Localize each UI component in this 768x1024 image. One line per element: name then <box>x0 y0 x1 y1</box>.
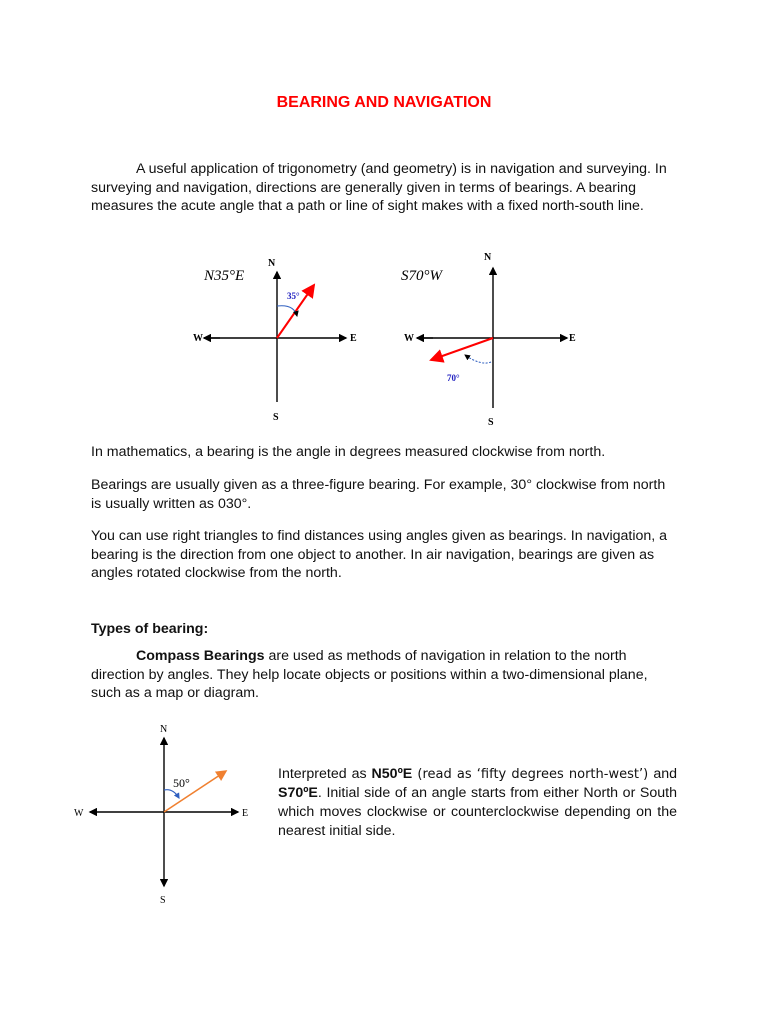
diagram-label: S70°W <box>401 268 442 284</box>
east-label: E <box>350 333 357 344</box>
west-label: W <box>74 808 84 819</box>
diagram-label: N35°E <box>204 268 245 284</box>
bearing-diagram-50 <box>70 718 260 908</box>
interp-and: and <box>653 766 677 782</box>
bearing-diagram-s70w <box>395 250 595 430</box>
angle-arc <box>465 355 491 363</box>
bearing-diagram-n35e <box>190 250 370 430</box>
interp-bearing1: N50ºE <box>371 766 413 782</box>
interp-prefix: Interpreted as <box>278 766 372 782</box>
paragraph-3: You can use right triangles to find distances using angles given as bearings. In navigation, a bearing is the direction from one object to another. In air navigation, bearings are given as angles rotated clockwise from the north. <box>91 528 668 582</box>
north-label: N <box>268 258 276 269</box>
types-heading: Types of bearing: <box>91 621 209 637</box>
compass-text: are used as methods of navigation in relation to the north direction by angles. They help locate objects or positions within a two-dimensional plane, such as a map or diagram. <box>91 648 648 702</box>
angle-arc <box>164 790 179 798</box>
interp-bearing2: S70ºE <box>278 785 318 801</box>
angle-label: 35° <box>287 291 300 301</box>
angle-label: 70° <box>447 373 460 383</box>
angle-label: 50° <box>173 776 190 790</box>
paragraph-1: In mathematics, a bearing is the angle in degrees measured clockwise from north. <box>91 444 606 460</box>
east-label: E <box>242 808 249 819</box>
page-title: BEARING AND NAVIGATION <box>276 94 492 111</box>
bearing-ray <box>431 338 493 360</box>
interpretation-paragraph <box>278 765 677 841</box>
compass-paragraph <box>91 647 675 703</box>
west-label: W <box>193 333 203 344</box>
south-label: S <box>160 895 166 906</box>
north-label: N <box>160 724 168 735</box>
compass-term: Compass Bearings <box>136 648 265 664</box>
interp-read-as: (read as ‘fifty degrees north-west’) <box>412 767 654 782</box>
north-label: N <box>484 252 492 263</box>
south-label: S <box>273 412 279 423</box>
interp-rest: . Initial side of an angle starts from either North or South which moves clockwise or counterclockwise depending on the nearest initial side. <box>278 785 677 839</box>
south-label: S <box>488 417 494 428</box>
paragraph-2: Bearings are usually given as a three-figure bearing. For example, 30° clockwise from north is usually written as 030°. <box>91 477 666 512</box>
intro-paragraph: A useful application of trigonometry (and geometry) is in navigation and surveying. In surveying and navigation, directions are generally given in terms of bearings. A bearing measures the acute angle that a path or line of sight makes with a fixed north-south line. <box>91 161 667 215</box>
west-label: W <box>404 333 414 344</box>
east-label: E <box>569 333 576 344</box>
